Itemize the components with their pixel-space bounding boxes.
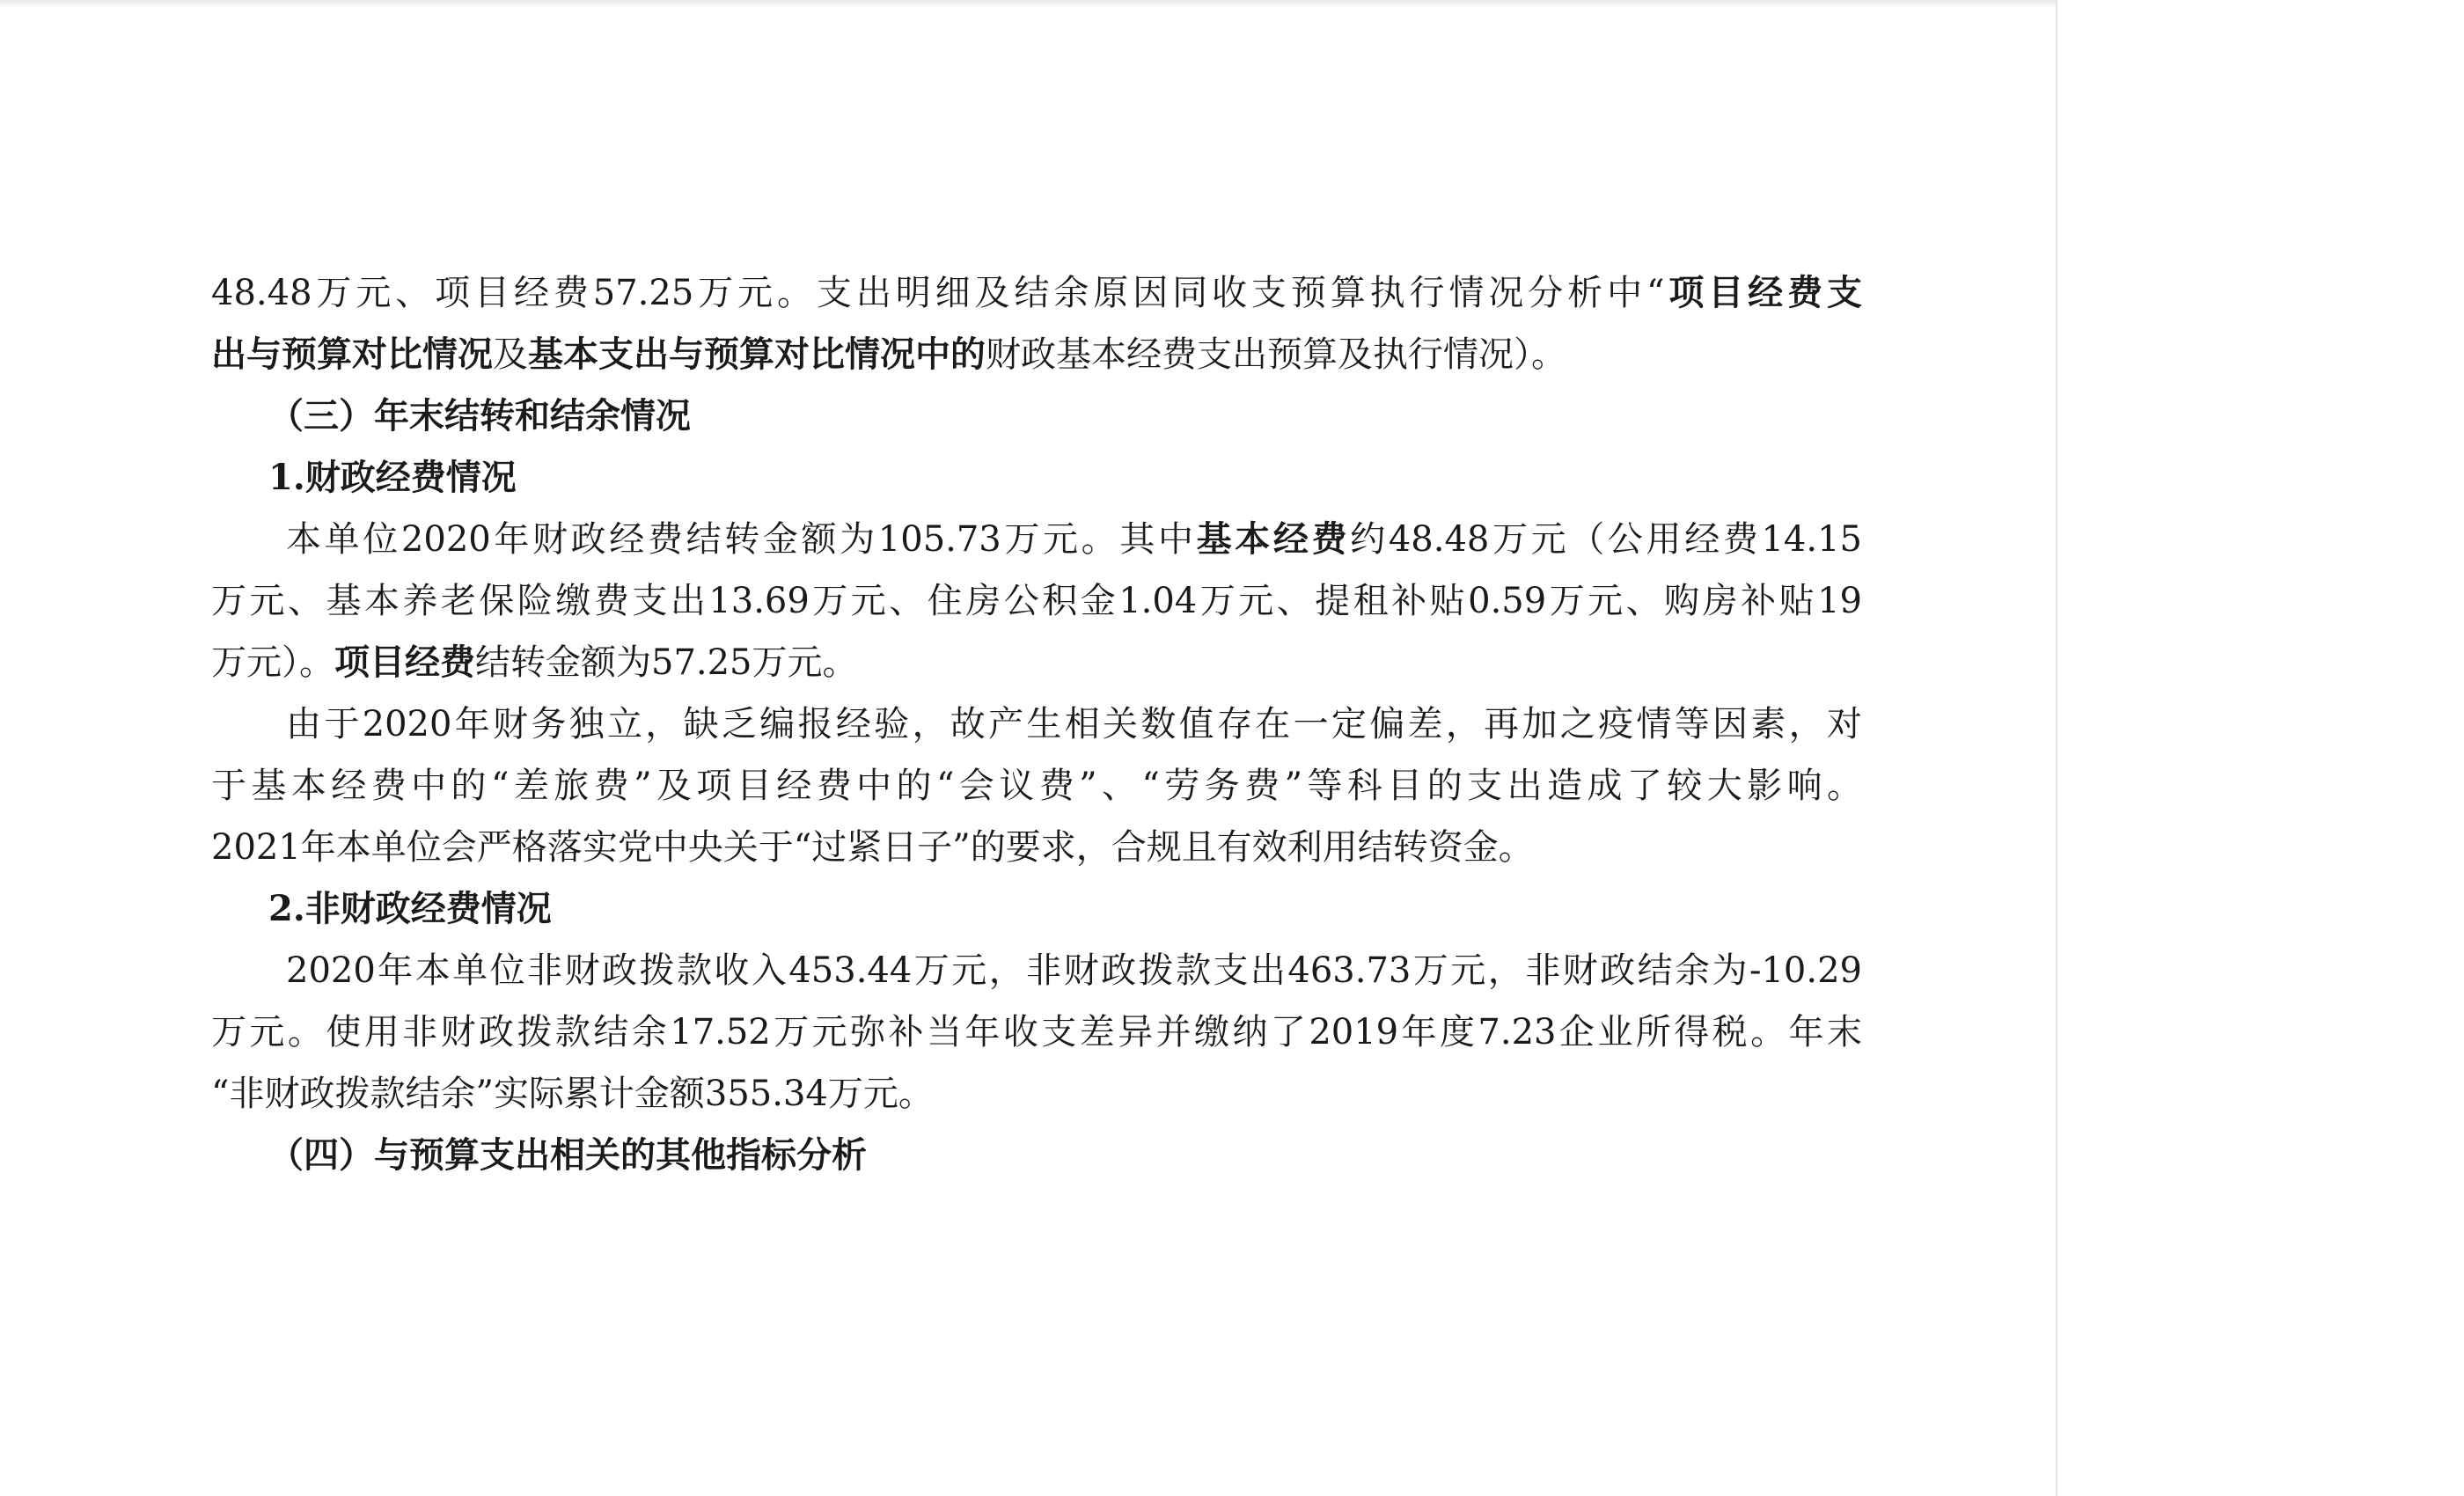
text-run-bold: 基本经费 [1196,518,1351,560]
paragraph-3-line-2: 万元。使用非财政拨款结余17.52万元弥补当年收支差异并缴纳了2019年度7.23企业所得税。年末 [211,1012,1862,1052]
text-run-bold: 项目经费 [334,642,475,683]
continuation-line-1 [211,262,1862,324]
paragraph-1-line-2: 万元、基本养老保险缴费支出13.69万元、住房公积金1.04万元、提租补贴0.59万元、购房补贴19 [211,581,1862,621]
subsection-heading-2: 2.非财政经费情况 [268,888,552,929]
subsection-heading-1: 1.财政经费情况 [268,457,517,498]
text-run: 约48.48万元（公用经费14.15 [1350,519,1862,560]
paragraph-2-line-2: 于基本经费中的“差旅费”及项目经费中的“会议费”、“劳务费”等科目的支出造成了较大影响。 [211,766,1862,806]
section-heading-3: （三）年末结转和结余情况 [268,395,691,436]
paragraph-1-line-3 [211,632,1862,693]
text-run-bold: 出与预算对比情况 [211,334,493,375]
text-run: 万元）。 [211,642,334,683]
paragraph-3-line-1: 2020年本单位非财政拨款收入453.44万元，非财政拨款支出463.73万元，非财政结余为-10.29 [286,950,1862,991]
text-run: 48.48万元、项目经费57.25万元。支出明细及结余原因同收支预算执行情况分析中“ [211,273,1665,313]
text-run: 财政基本经费支出预算及执行情况）。 [986,334,1566,375]
continuation-line-2 [211,324,1862,385]
paragraph-2-line-1: 由于2020年财务独立，缺乏编报经验，故产生相关数值存在一定偏差，再加之疫情等因素，对 [286,704,1862,744]
text-run: 及 [493,334,528,375]
scan-edge [0,0,2056,9]
text-run: 结转金额为57.25万元。 [475,642,858,683]
text-run-bold: 项目经费支 [1664,272,1862,313]
paragraph-2-line-3: 2021年本单位会严格落实党中央关于“过紧日子”的要求，合规且有效利用结转资金。 [211,827,1534,868]
document-body [211,262,1862,1186]
section-heading-4: （四）与预算支出相关的其他指标分析 [268,1134,867,1176]
paragraph-1-line-1 [211,509,1862,570]
paragraph-3-line-3: “非财政拨款结余”实际累计金额355.34万元。 [211,1074,934,1114]
text-run-bold: 基本支出与预算对比情况中的 [528,334,986,375]
text-run: 本单位2020年财政经费结转金额为105.73万元。其中 [286,519,1197,560]
